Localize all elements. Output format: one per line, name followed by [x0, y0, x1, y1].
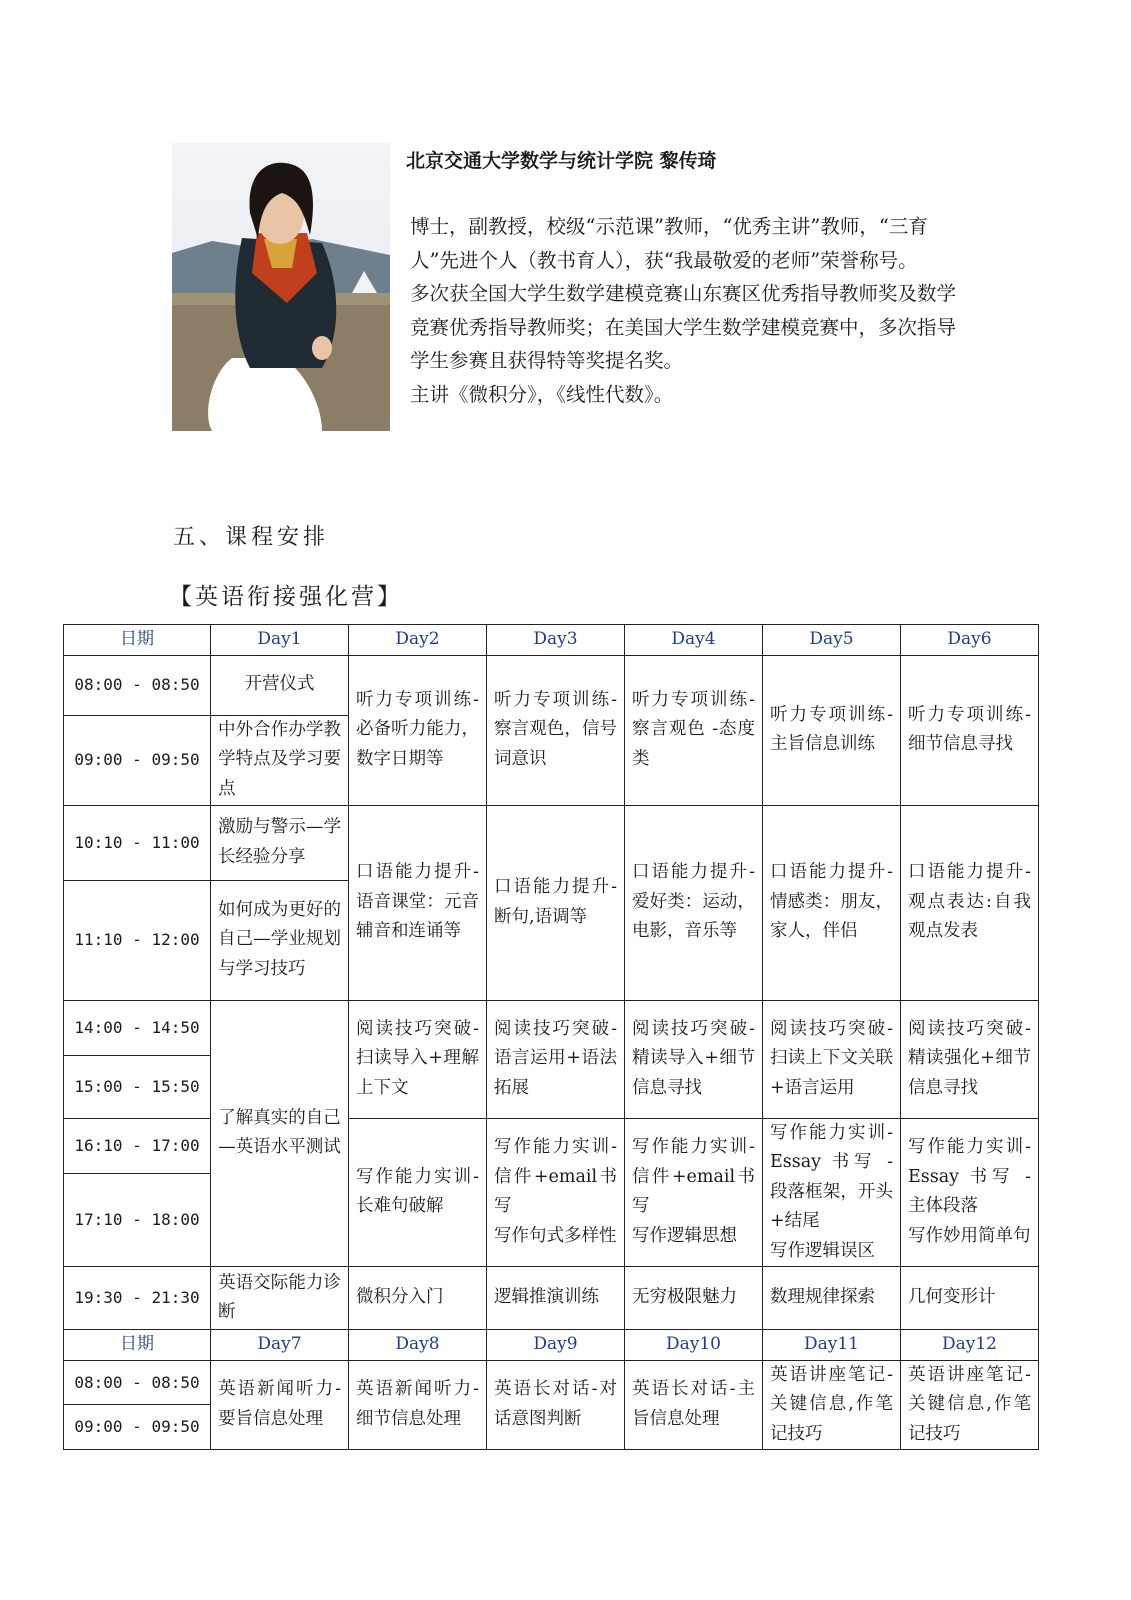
schedule-cell: 英语长对话-对话意图判断	[487, 1360, 625, 1450]
header-row	[64, 625, 1039, 656]
table-row	[64, 1118, 1039, 1173]
schedule-cell: 口语能力提升-语音课堂：元音辅音和连诵等	[349, 805, 487, 1000]
teacher-name-heading: 北京交通大学数学与统计学院 黎传琦	[406, 150, 717, 172]
time-cell: 14:00 - 14:50	[64, 1000, 211, 1055]
header-cell: 日期	[64, 1330, 211, 1361]
schedule-cell: 听力专项训练-必备听力能力，数字日期等	[349, 655, 487, 805]
header-cell: Day3	[487, 625, 625, 656]
schedule-cell: 微积分入门	[349, 1267, 487, 1330]
schedule-cell: 阅读技巧突破-精读导入+细节信息寻找	[625, 1000, 763, 1118]
teacher-photo	[172, 143, 390, 431]
header-cell: Day5	[763, 625, 901, 656]
schedule-cell: 写作能力实训-Essay 书写 - 段落框架，开头+结尾 写作逻辑误区	[763, 1118, 901, 1267]
header-cell: Day12	[901, 1330, 1039, 1361]
header-cell: Day4	[625, 625, 763, 656]
time-cell: 10:10 - 11:00	[64, 805, 211, 880]
table-row	[64, 805, 1039, 880]
header-cell: Day7	[211, 1330, 349, 1361]
header-cell: Day6	[901, 625, 1039, 656]
time-cell: 08:00 - 08:50	[64, 1360, 211, 1405]
bio-paragraph: 多次获全国大学生数学建模竞赛山东赛区优秀指导教师奖及数学竞赛优秀指导教师奖；在美国大学生数学建模竞赛中，多次指导学生参赛且获得特等奖提名奖。	[410, 282, 957, 372]
schedule-cell: 听力专项训练-细节信息寻找	[901, 655, 1039, 805]
header-cell: Day9	[487, 1330, 625, 1361]
schedule-cell: 数理规律探索	[763, 1267, 901, 1330]
schedule-cell: 听力专项训练-主旨信息训练	[763, 655, 901, 805]
schedule-cell: 开营仪式	[211, 655, 349, 715]
schedule-cell: 英语长对话-主旨信息处理	[625, 1360, 763, 1450]
time-cell: 15:00 - 15:50	[64, 1055, 211, 1118]
time-cell: 09:00 - 09:50	[64, 1405, 211, 1450]
schedule-cell: 口语能力提升-情感类：朋友，家人，伴侣	[763, 805, 901, 1000]
schedule-cell: 几何变形计	[901, 1267, 1039, 1330]
schedule-cell: 写作能力实训-信件+email书写 写作句式多样性	[487, 1118, 625, 1267]
table-row	[64, 655, 1039, 715]
schedule-cell: 逻辑推演训练	[487, 1267, 625, 1330]
header-row	[64, 1330, 1039, 1361]
schedule-cell: 阅读技巧突破-扫读导入+理解上下文	[349, 1000, 487, 1118]
schedule-cell: 写作能力实训-信件+email书写 写作逻辑思想	[625, 1118, 763, 1267]
schedule-cell: 英语讲座笔记-关键信息,作笔记技巧	[901, 1360, 1039, 1450]
table-row	[64, 1267, 1039, 1330]
time-cell: 09:00 - 09:50	[64, 715, 211, 805]
table-row	[64, 1360, 1039, 1405]
schedule-cell: 阅读技巧突破-语言运用+语法拓展	[487, 1000, 625, 1118]
schedule-cell: 英语交际能力诊断	[211, 1267, 349, 1330]
subsection-title: 【英语衔接强化营】	[169, 584, 403, 610]
time-cell: 08:00 - 08:50	[64, 655, 211, 715]
header-cell: Day8	[349, 1330, 487, 1361]
schedule-cell: 阅读技巧突破-扫读上下文关联+语言运用	[763, 1000, 901, 1118]
header-cell: 日期	[64, 625, 211, 656]
schedule-cell: 英语新闻听力-细节信息处理	[349, 1360, 487, 1450]
schedule-cell: 听力专项训练-察言观色，信号词意识	[487, 655, 625, 805]
time-cell: 11:10 - 12:00	[64, 880, 211, 1000]
schedule-cell: 阅读技巧突破-精读强化+细节信息寻找	[901, 1000, 1039, 1118]
header-cell: Day11	[763, 1330, 901, 1361]
time-cell: 16:10 - 17:00	[64, 1118, 211, 1173]
header-cell: Day10	[625, 1330, 763, 1361]
schedule-cell: 听力专项训练-察言观色 -态度类	[625, 655, 763, 805]
teacher-bio	[410, 210, 970, 411]
schedule-cell: 中外合作办学教学特点及学习要点	[211, 715, 349, 805]
schedule-cell: 口语能力提升-爱好类：运动，电影，音乐等	[625, 805, 763, 1000]
bio-paragraph: 主讲《微积分》，《线性代数》。	[410, 382, 674, 406]
schedule-cell: 英语讲座笔记-关键信息,作笔记技巧	[763, 1360, 901, 1450]
schedule-cell: 口语能力提升-断句,语调等	[487, 805, 625, 1000]
schedule-cell: 了解真实的自己—英语水平测试	[211, 1000, 349, 1267]
schedule-cell: 激励与警示—学长经验分享	[211, 805, 349, 880]
schedule-cell: 口语能力提升-观点表达:自我观点发表	[901, 805, 1039, 1000]
section-title: 五、课程安排	[173, 525, 330, 550]
header-cell: Day1	[211, 625, 349, 656]
schedule-cell: 如何成为更好的自己—学业规划与学习技巧	[211, 880, 349, 1000]
header-cell: Day2	[349, 625, 487, 656]
schedule-table	[63, 624, 1039, 1450]
time-cell: 17:10 - 18:00	[64, 1173, 211, 1266]
bio-paragraph: 博士，副教授，校级“示范课”教师，“优秀主讲”教师，“三育人”先进个人（教书育人），获“我最敬爱的老师”荣誉称号。	[410, 215, 928, 272]
time-cell: 19:30 - 21:30	[64, 1267, 211, 1330]
schedule-cell: 写作能力实训-Essay 书写 - 主体段落 写作妙用简单句	[901, 1118, 1039, 1267]
table-row	[64, 1000, 1039, 1055]
schedule-cell: 英语新闻听力-要旨信息处理	[211, 1360, 349, 1450]
schedule-cell: 写作能力实训-长难句破解	[349, 1118, 487, 1267]
schedule-cell: 无穷极限魅力	[625, 1267, 763, 1330]
